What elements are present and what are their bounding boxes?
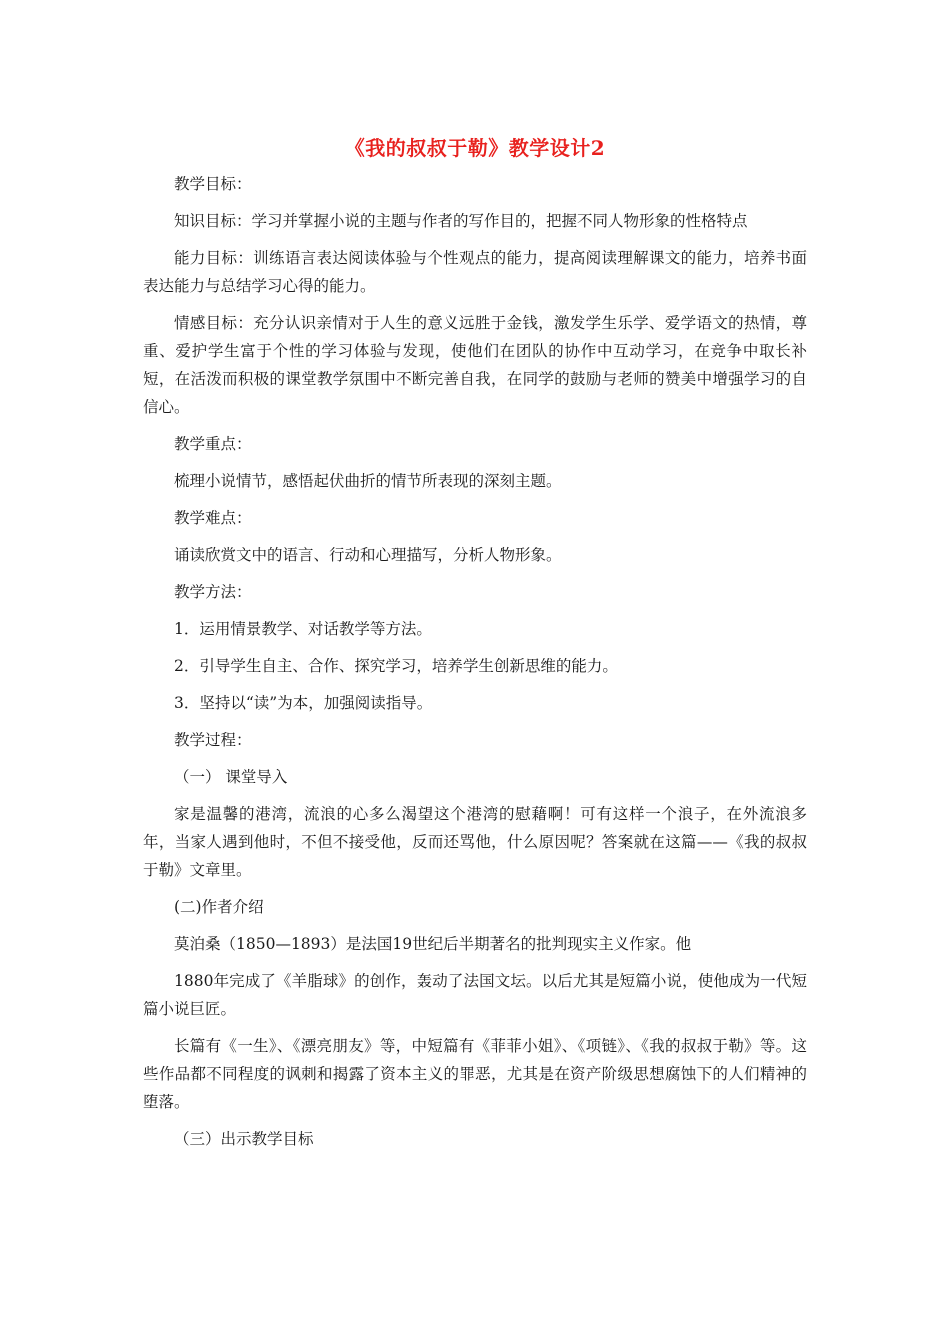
paragraph-teaching-difficulty: 诵读欣赏文中的语言、行动和心理描写，分析人物形象。 [174, 546, 562, 564]
paragraph-emotion-goal: 情感目标：充分认识亲情对于人生的意义远胜于金钱，激发学生乐学、爱学语文的热情，尊重、爱护学生富于个性的学习体验与发现，使他们在团队的协作中互动学习，在竞争中取长补短，在活泼而积极的课堂教学氛围中不断完善自我，在同学的鼓励与老师的赞美中增强学习的自信心。 [143, 314, 807, 416]
paragraph-author-2: 1880年完成了《羊脂球》的创作，轰动了法国文坛。以后尤其是短篇小说，使他成为一代短篇小说巨匠。 [143, 972, 807, 1018]
section-heading-intro: （一） 课堂导入 [174, 768, 288, 786]
heading-teaching-goals: 教学目标： [174, 175, 252, 193]
section-heading-author: (二)作者介绍 [174, 898, 264, 916]
paragraph-author-3: 长篇有《一生》、《漂亮朋友》等，中短篇有《菲菲小姐》、《项链》、《我的叔叔于勒》等。这些作品都不同程度的讽刺和揭露了资本主义的罪恶，尤其是在资产阶级思想腐蚀下的人们精神的堕落。 [143, 1037, 807, 1111]
method-item-2: 2．引导学生自主、合作、探究学习，培养学生创新思维的能力。 [174, 657, 618, 675]
paragraph-ability-goal: 能力目标：训练语言表达阅读体验与个性观点的能力，提高阅读理解课文的能力，培养书面表达能力与总结学习心得的能力。 [143, 249, 807, 295]
document-title: 《我的叔叔于勒》教学设计2 [344, 136, 606, 160]
heading-teaching-methods: 教学方法： [174, 583, 252, 601]
document-body [143, 170, 807, 1162]
paragraph-author-1: 莫泊桑（1850—1893）是法国19世纪后半期著名的批判现实主义作家。他 [174, 935, 692, 953]
section-heading-goals: （三）出示教学目标 [174, 1130, 314, 1148]
method-item-3: 3．坚持以“读”为本，加强阅读指导。 [174, 694, 433, 712]
method-item-1: 1．运用情景教学、对话教学等方法。 [174, 620, 432, 638]
heading-teaching-process: 教学过程： [174, 731, 252, 749]
paragraph-teaching-focus: 梳理小说情节，感悟起伏曲折的情节所表现的深刻主题。 [174, 472, 562, 490]
heading-teaching-focus: 教学重点： [174, 435, 252, 453]
paragraph-knowledge-goal: 知识目标：学习并掌握小说的主题与作者的写作目的，把握不同人物形象的性格特点 [174, 212, 748, 230]
paragraph-intro: 家是温馨的港湾，流浪的心多么渴望这个港湾的慰藉啊！可有这样一个浪子，在外流浪多年，当家人遇到他时，不但不接受他，反而还骂他，什么原因呢？答案就在这篇——《我的叔叔于勒》文章里。 [143, 805, 807, 879]
heading-teaching-difficulty: 教学难点： [174, 509, 252, 527]
